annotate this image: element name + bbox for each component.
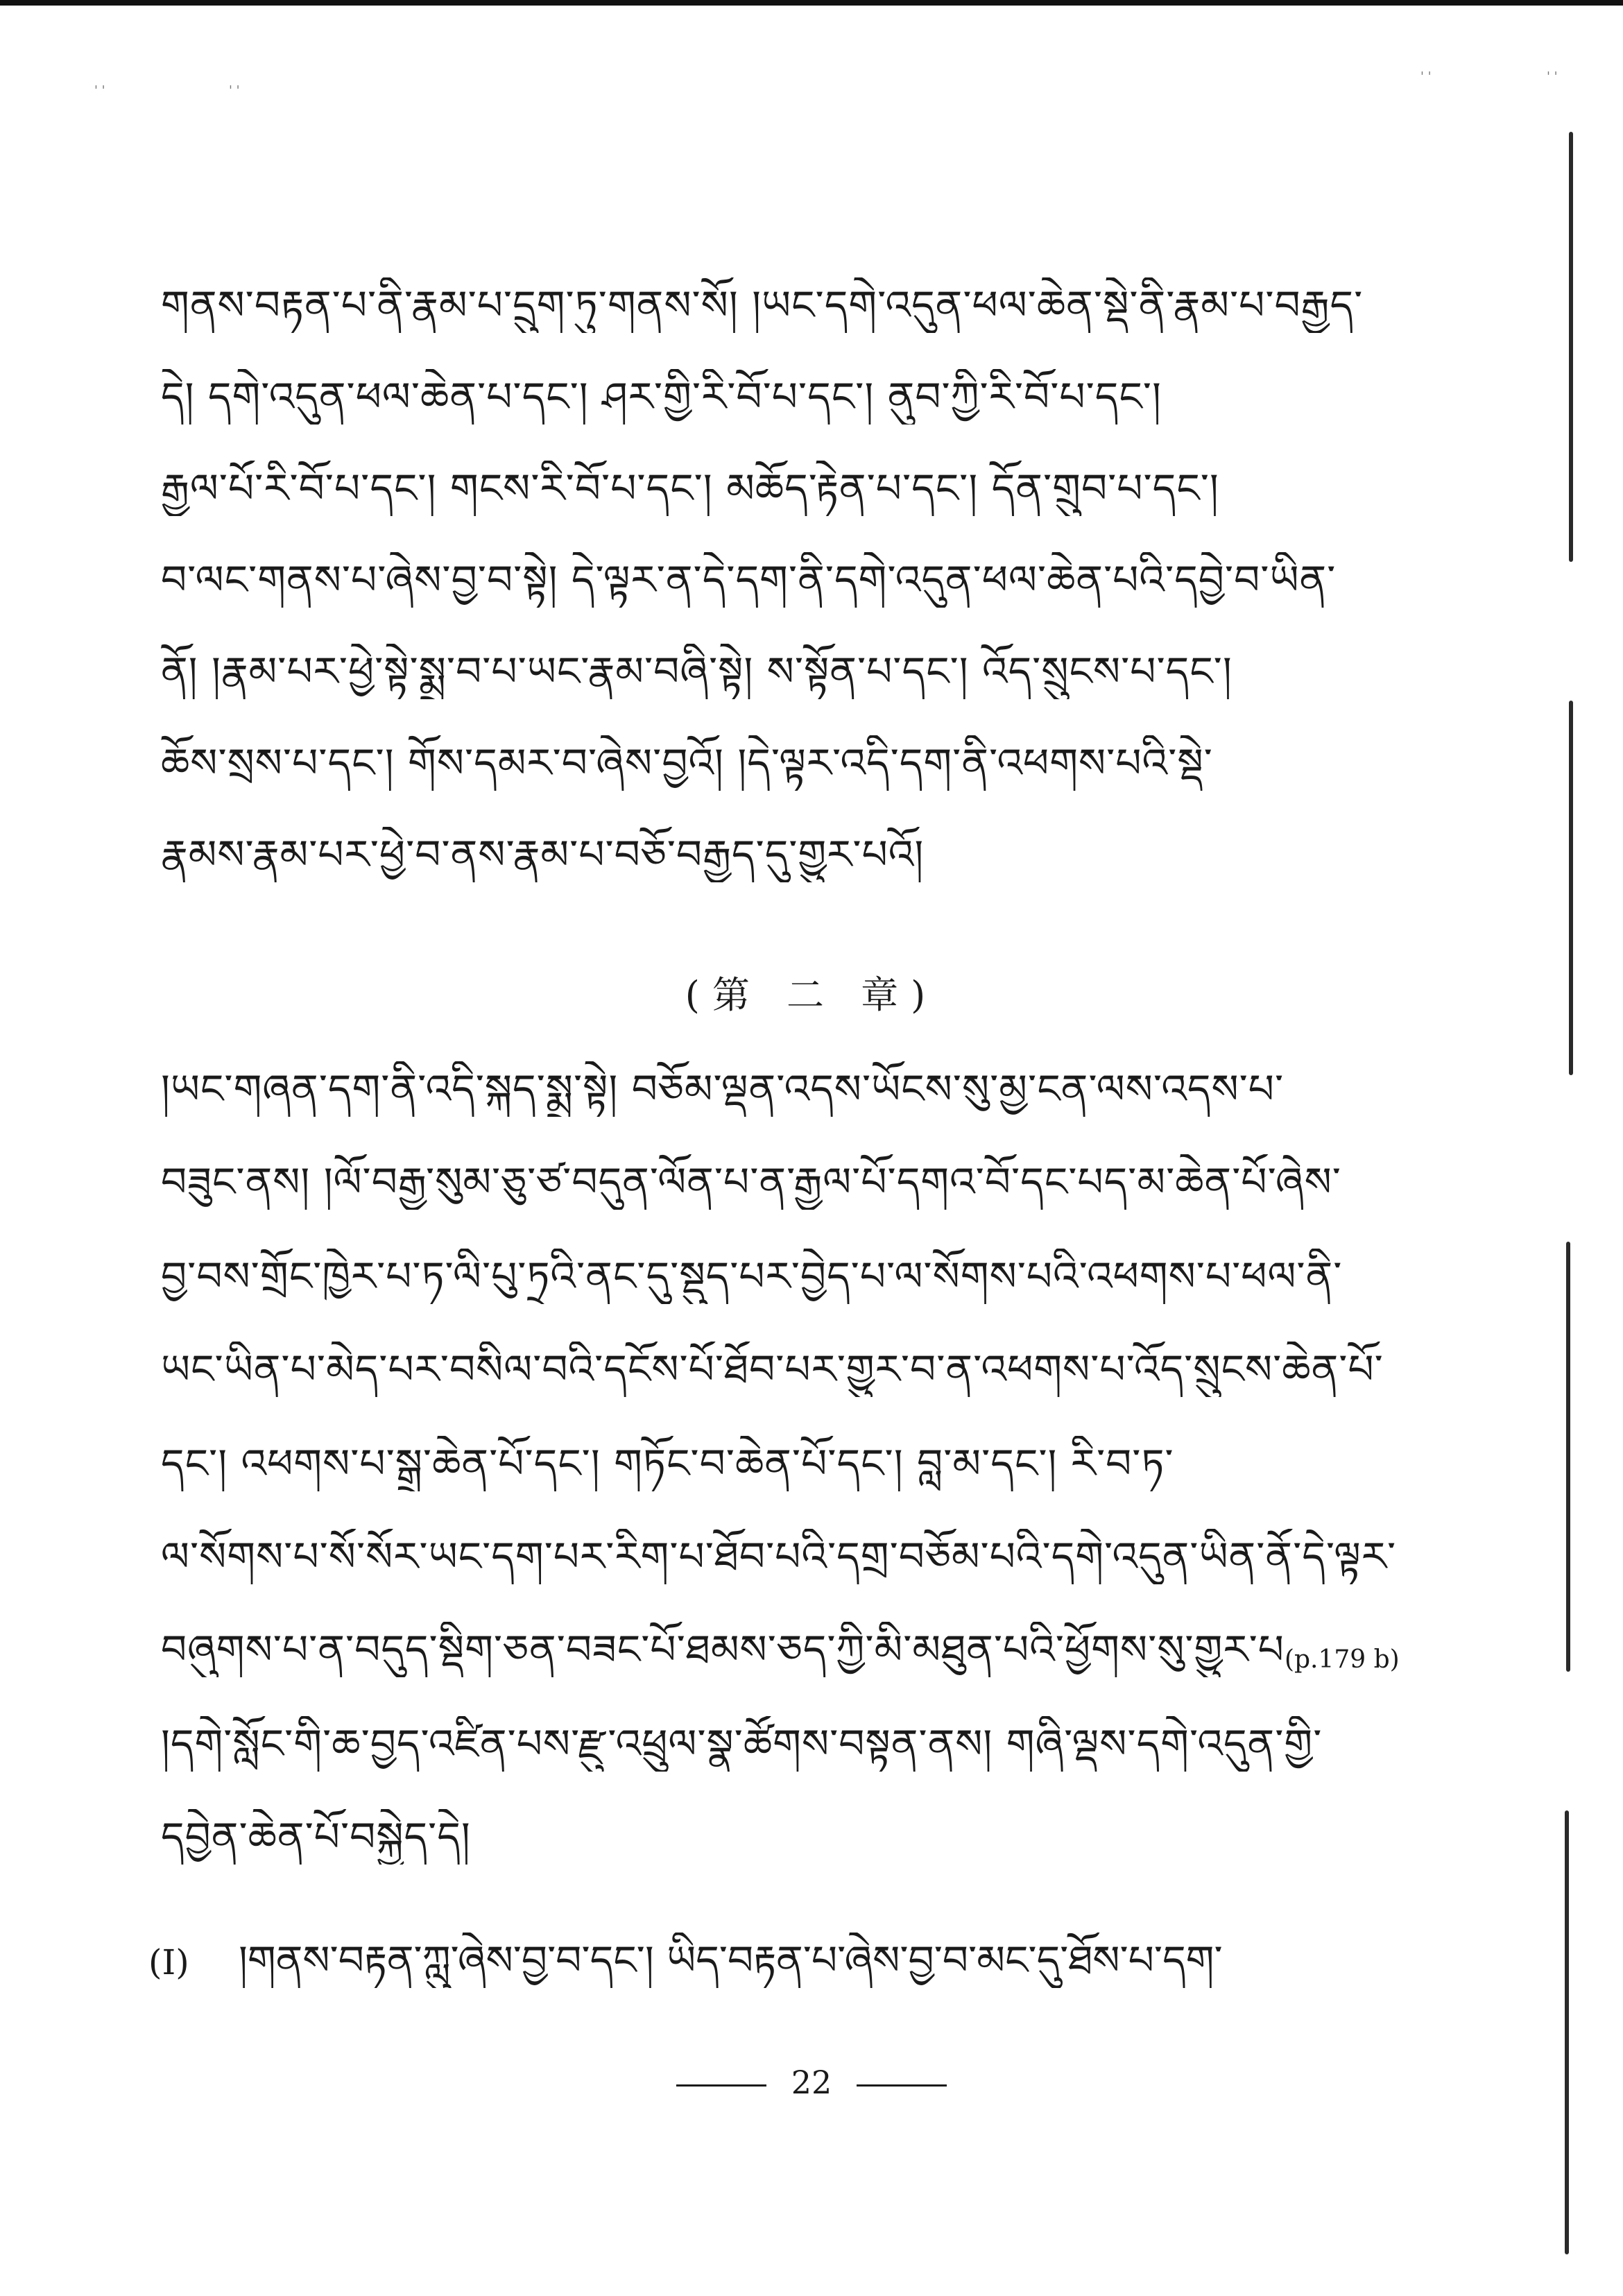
footer-dash-left — [676, 2084, 766, 2087]
text-line: བྱ་བས་གྲོང་ཁྱེར་པ་ཏ་ལི་པུ་ཏྲའི་ནང་དུ་སྡུད་པར་བྱེད་པ་ལ་སོགས་པའི་འཕགས་པ་ཕལ་ནི་ — [161, 1253, 1343, 1300]
text-line: དང་། འཕགས་པ་སྒྲ་ཆེན་པོ་དང་། གཏོང་བ་ཆེན་པོ་དང་། བླ་མ་དང་། རི་བ་ཏ་ — [161, 1440, 1174, 1487]
item-text: །གནས་བརྟན་ཀླུ་ཞེས་བྱ་བ་དང་། ཡིད་བརྟན་པ་ཞེས་བྱ་བ་མང་དུ་ཐོས་པ་དག་ — [239, 1937, 1223, 1984]
numbered-item — [148, 1933, 1418, 1988]
chapter-heading: (第 二 章) — [685, 973, 938, 1017]
text-line: བཟུང་ནས། །ལོ་བརྒྱ་སུམ་ཅུ་ཙ་བདུན་ལོན་པ་ན་རྒྱལ་པོ་དགའ་བོ་དང་པད་མ་ཆེན་པོ་ཞེས་ — [161, 1158, 1341, 1206]
text-line: གནས་བརྟན་པ་ནི་རྣམ་པ་དྲུག་ཏུ་གནས་སོ། །ཡང་དགེ་འདུན་ཕལ་ཆེན་སྡེ་ནི་རྣམ་པ་བརྒྱད་ — [161, 282, 1364, 329]
scan-speck: ' ' — [1420, 69, 1432, 84]
text-line-content: བཞུགས་པ་ན་བདུད་སྡིག་ཅན་བཟང་པོ་ཐམས་ཅད་ཀྱི་མི་མཐུན་པའི་ཕྱོགས་སུ་གྱུར་པ — [161, 1626, 1285, 1673]
scan-top-edge — [0, 0, 1623, 6]
scan-binding-shadow — [1566, 1242, 1570, 1672]
text-line: ལ་སོགས་པ་སོ་སོར་ཡང་དག་པར་རིག་པ་ཐོབ་པའི་དགྲ་བཅོམ་པའི་དགེ་འདུན་ཡིན་ནོ་དེ་ལྟར་ — [161, 1533, 1397, 1580]
text-line: རྣམས་རྣམ་པར་ཕྱེ་བ་ནས་རྣམ་པ་བཅོ་བརྒྱད་དུ་གྱུར་པའོ། — [161, 831, 925, 878]
text-line: ནོ། །རྣམ་པར་ཕྱེ་སྟེ་སྨྲ་བ་པ་ཡང་རྣམ་བཞི་སྟེ། ས་སྟོན་པ་དང་། འོད་སྲུངས་པ་དང་། — [161, 648, 1233, 695]
text-line: ཆོས་སྲས་པ་དང་། གོས་དམར་བ་ཞེས་བྱའོ། །དེ་ལྟར་འདི་དག་ནི་འཕགས་པའི་སྡེ་ — [161, 739, 1213, 787]
scan-binding-shadow — [1565, 1810, 1569, 2254]
footer-dash-right — [857, 2084, 947, 2087]
page-reference: (p.179 b) — [1284, 1645, 1400, 1674]
scan-speck: ' ' — [1547, 69, 1558, 84]
text-line: རྒྱལ་པོ་རི་བོ་པ་དང་། གངས་རི་བོ་པ་དང་། མཆོད་རྟེན་པ་དང་། དོན་གྲུབ་པ་དང་། — [161, 465, 1219, 512]
text-line: དབྱེན་ཆེན་པོ་བསྐྱེད་དེ། — [161, 1813, 471, 1860]
scan-speck: ' ' — [229, 83, 240, 98]
scan-speck: ' ' — [94, 83, 105, 98]
text-line: །དགེ་སློང་གི་ཆ་བྱད་འཛིན་པས་རྫུ་འཕྲུལ་སྣ་ཚོགས་བསྟན་ནས། གཞི་ལྡས་དགེ་འདུན་གྱི་ — [161, 1720, 1323, 1767]
text-line: དེ། དགེ་འདུན་ཕལ་ཆེན་པ་དང་། ཤར་གྱི་རི་བོ་པ་དང་། ནུབ་ཀྱི་རི་བོ་པ་དང་། — [161, 373, 1162, 420]
text-line — [161, 1622, 1402, 1677]
text-line: །ཡང་གཞན་དག་ནི་འདི་སྐད་སྨྲ་སྟེ། བཅོམ་ལྡན་འདས་ཡོངས་སུ་མྱ་ངན་ལས་འདས་པ་ — [161, 1065, 1285, 1113]
page-number: 22 — [791, 2064, 832, 2101]
text-line: ཡང་ཡིན་པ་མེད་པར་བསིལ་བའི་དངོས་པོ་ཐོབ་པར་གྱུར་བ་ན་འཕགས་པ་འོད་སྲུངས་ཆེན་པོ་ — [161, 1346, 1384, 1393]
page-footer — [0, 2062, 1623, 2103]
scan-binding-shadow — [1569, 132, 1573, 562]
item-marker: (I) — [148, 1942, 189, 1982]
text-line: བ་ལང་གནས་པ་ཞེས་བྱ་བ་སྟེ། དེ་ལྟར་ན་དེ་དག་ནི་དགེ་འདུན་ཕལ་ཆེན་པའི་དབྱེ་བ་ཡིན་ — [161, 556, 1337, 603]
